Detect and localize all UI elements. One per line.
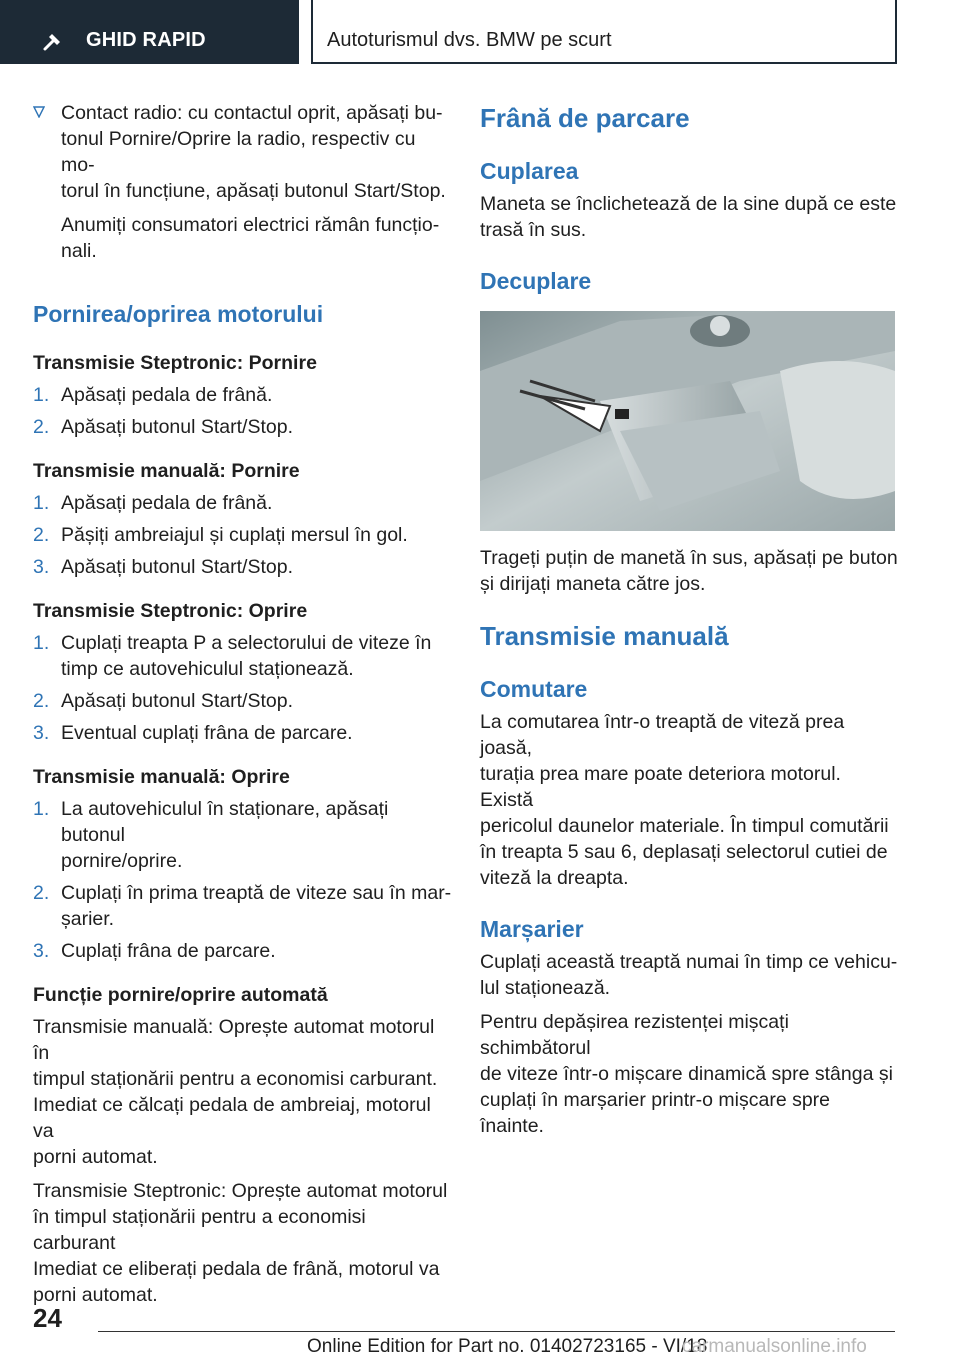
bullet-note <box>33 212 453 264</box>
list-item: 1. Apăsați pedala de frână. <box>33 384 273 406</box>
auto-function-manual-text: Transmisie manuală: Oprește automat motorul în timpul staționării pentru a economisi carburant. Imediat ce călcați pedala de ambreiaj, motorul va porni automat. <box>33 1016 438 1168</box>
list-item: 2. Cuplați în prima treaptă de viteze sau în mar- șarier. <box>33 882 452 930</box>
steptronic-start-steps <box>33 382 453 440</box>
list-item: 2. Apăsați butonul Start/Stop. <box>33 690 293 712</box>
list-item: 2. Pășiți ambreiajul și cuplați mersul în gol. <box>33 524 408 546</box>
list-item: 3. Apăsați butonul Start/Stop. <box>33 556 293 578</box>
note-line: Anumiți consumatori electrici rămân funcțio- <box>61 214 440 236</box>
radio-bullet <box>33 100 453 204</box>
section-title: Autoturismul dvs. BMW pe scurt <box>327 29 612 51</box>
header-tab <box>0 0 299 64</box>
reverse-title: Marșarier <box>480 916 584 942</box>
list-item: 1. La autovehiculul în staționare, apăsați butonul pornire/oprire. <box>33 798 389 872</box>
release-title: Decuplare <box>480 268 592 294</box>
steptronic-stop-steps <box>33 630 453 746</box>
bullet-line: torul în funcțiune, apăsați butonul Start/Stop. <box>61 180 446 202</box>
engage-title: Cuplarea <box>480 158 579 184</box>
steptronic-start-title: Transmisie Steptronic: Pornire <box>33 352 317 374</box>
list-item: 1. Apăsați pedala de frână. <box>33 492 273 514</box>
manual-start-steps <box>33 490 453 580</box>
shifting-text: La comutarea într-o treaptă de viteză prea joasă, turația prea mare poate deteriora motorul. Există pericolul daunelor materiale. În timpul comutării în treapta 5 sau 6, deplasați selectorul cutiei de viteză la dreapta. <box>480 711 889 889</box>
note-line: nali. <box>61 240 97 262</box>
header-tab-label: GHID RAPID <box>86 29 206 51</box>
reverse-text-2: Pentru depășirea rezistenței mișcați schimbătorul de viteze într-o mișcare dinamică spre stânga și cuplați în marșarier printr-o mișcare spre înainte. <box>480 1011 893 1137</box>
bullet-line: Contact radio: cu contactul oprit, apăsați bu- <box>61 102 443 124</box>
manual-start-title: Transmisie manuală: Pornire <box>33 460 300 482</box>
release-text: Trageți puțin de manetă în sus, apăsați pe buton și dirijați maneta către jos. <box>480 547 898 595</box>
list-item: 1. Cuplați treapta P a selectorului de viteze în timp ce autovehiculul staționează. <box>33 632 432 680</box>
list-item: 3. Eventual cuplați frâna de parcare. <box>33 722 353 744</box>
auto-function-title: Funcție pornire/oprire automată <box>33 984 328 1006</box>
header-section <box>311 0 897 64</box>
parking-brake-title: Frână de parcare <box>480 103 690 133</box>
steptronic-stop-title: Transmisie Steptronic: Oprire <box>33 600 308 622</box>
engine-section-title: Pornirea/oprirea motorului <box>33 301 324 327</box>
list-item: 3. Cuplați frâna de parcare. <box>33 940 276 962</box>
auto-function-steptronic-text: Transmisie Steptronic: Oprește automat motorul în timpul staționării pentru a economisi carburant Imediat ce eliberați pedala de frână, motorul va porni automat. <box>33 1180 448 1306</box>
bullet-line: tonul Pornire/Oprire la radio, respectiv cu mo- <box>61 128 416 176</box>
manual-stop-title: Transmisie manuală: Oprire <box>33 766 290 788</box>
manual-transmission-title: Transmisie manuală <box>480 621 729 651</box>
triangle-bullet-icon <box>33 106 45 118</box>
watermark: carmanualsonline.info <box>682 1336 867 1357</box>
footer-divider <box>98 1331 895 1332</box>
list-item: 2. Apăsați butonul Start/Stop. <box>33 416 293 438</box>
reverse-text-1: Cuplați această treaptă numai în timp ce vehicu- lul staționează. <box>480 951 898 999</box>
right-column <box>480 103 898 1147</box>
manual-stop-steps <box>33 796 453 964</box>
left-column <box>33 100 453 1316</box>
page-number: 24 <box>33 1303 62 1333</box>
parking-brake-photo <box>480 311 895 531</box>
tools-icon <box>42 30 64 52</box>
shifting-title: Comutare <box>480 676 588 702</box>
engage-text: Maneta se înclichetează de la sine după ce este trasă în sus. <box>480 193 897 241</box>
footer-edition: Online Edition for Part no. 01402723165 - VI/18 <box>307 1336 708 1357</box>
